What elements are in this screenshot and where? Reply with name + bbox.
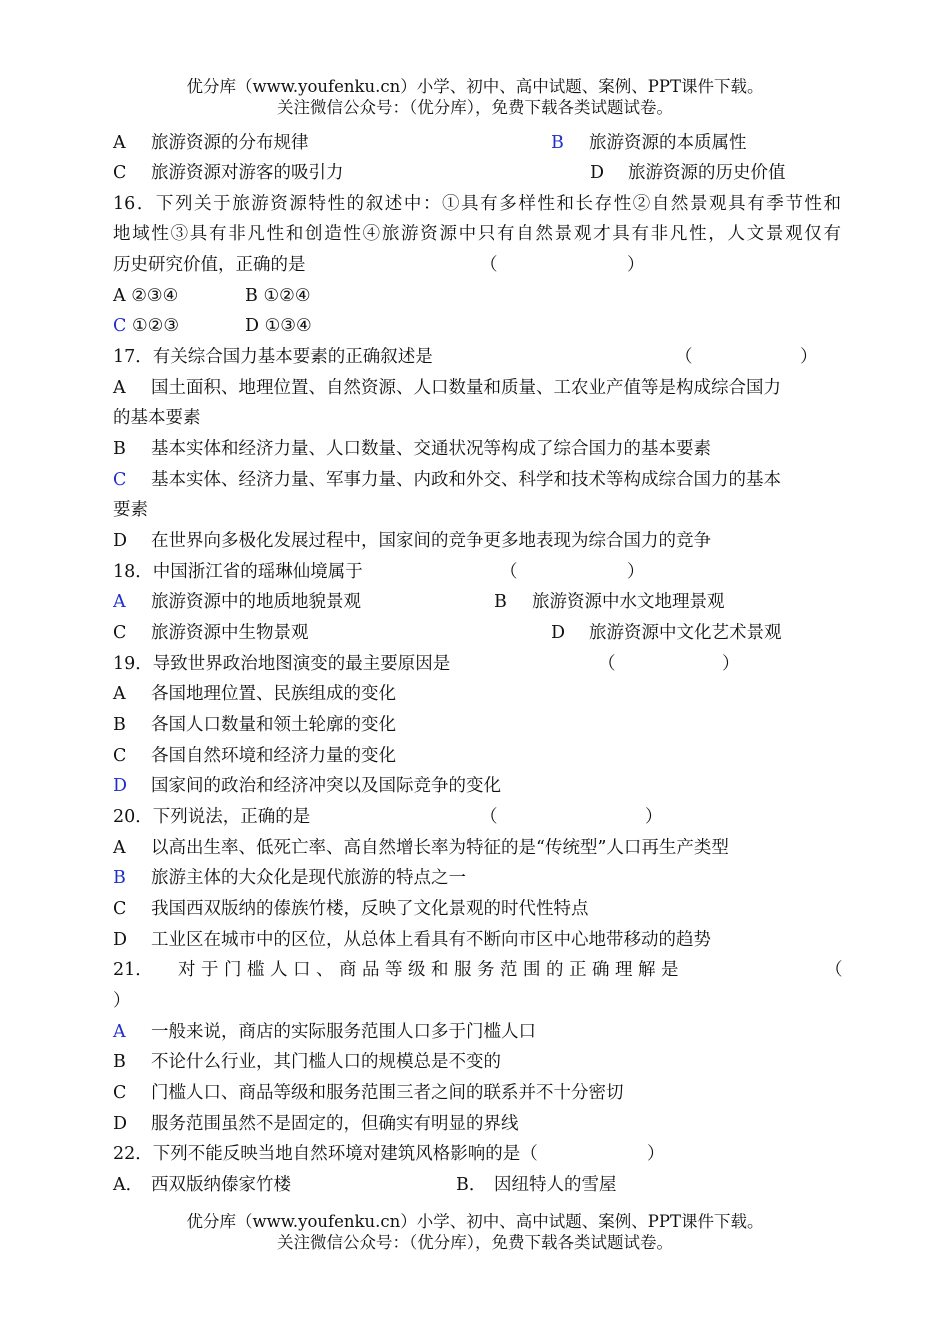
- q21-option-b: B 不论什么行业，其门槛人口的规模总是不变的: [113, 1052, 501, 1072]
- q20-option-a: A 以高出生率、低死亡率、高自然增长率为特征的是“传统型”人口再生产类型: [113, 838, 729, 858]
- answer-letter: A: [113, 1022, 126, 1042]
- q17-option-d: D 在世界向多极化发展过程中，国家间的竞争更多地表现为综合国力的竞争: [113, 531, 711, 551]
- answer-letter: C: [113, 470, 127, 490]
- q19-option-b: B 各国人口数量和领土轮廓的变化: [113, 715, 396, 735]
- q15-option-d: D 旅游资源的历史价值: [590, 163, 786, 183]
- answer-letter: B: [113, 868, 126, 888]
- q21-number: 21．: [113, 960, 153, 980]
- q16-stem-line-2: 地域性③具有非凡性和创造性④旅游资源中只有自然景观才具有非凡性，人文景观仅有: [113, 224, 841, 244]
- q21-option-a: A 一般来说，商店的实际服务范围人口多于门槛人口: [113, 1022, 536, 1042]
- q18-paren-close: ）: [627, 562, 645, 582]
- q16-paren-close: ）: [627, 255, 645, 275]
- q21-stem: 对于门槛人口、商品等级和服务范围的正确理解是: [178, 960, 684, 980]
- q17-stem: 17．有关综合国力基本要素的正确叙述是: [113, 347, 433, 367]
- q16-option-c: C ①②③: [113, 316, 180, 336]
- q18-option-a: A 旅游资源中的地质地貌景观: [113, 592, 361, 612]
- answer-letter: B: [551, 133, 564, 153]
- q18-stem: 18．中国浙江省的瑶琳仙境属于: [113, 562, 363, 582]
- q22-stem: 22．下列不能反映当地自然环境对建筑风格影响的是（: [113, 1144, 538, 1164]
- q22-option-a: A． 西双版纳傣家竹楼: [113, 1175, 291, 1195]
- q19-option-c: C 各国自然环境和经济力量的变化: [113, 746, 396, 766]
- q20-option-b: B 旅游主体的大众化是现代旅游的特点之一: [113, 868, 466, 888]
- q21-option-c: C 门槛人口、商品等级和服务范围三者之间的联系并不十分密切: [113, 1083, 624, 1103]
- q20-paren-close: ）: [645, 807, 663, 827]
- q16-option-d: D ①③④: [245, 316, 312, 336]
- footer-line-2: 关注微信公众号：（优分库），免费下载各类试题试卷。: [277, 1233, 673, 1252]
- footer-line-1: 优分库（www.youfenku.cn）小学、初中、高中试题、案例、PPT课件下载。: [186, 1212, 764, 1231]
- q17-option-c: C 基本实体、经济力量、军事力量、内政和外交、科学和技术等构成综合国力的基本: [113, 470, 781, 490]
- q21-option-d: D 服务范围虽然不是固定的，但确实有明显的界线: [113, 1114, 519, 1134]
- q18-option-b: B 旅游资源中水文地理景观: [494, 592, 725, 612]
- q16-option-b: B ①②④: [245, 286, 311, 306]
- answer-letter: D: [113, 776, 128, 796]
- q19-option-a: A 各国地理位置、民族组成的变化: [113, 684, 396, 704]
- q18-paren-open: （: [500, 562, 518, 582]
- q21-paren-open: （: [825, 960, 843, 980]
- q22-option-b: B． 因纽特人的雪屋: [456, 1175, 617, 1195]
- q17-paren-open: （: [675, 347, 693, 367]
- q17-option-b: B 基本实体和经济力量、人口数量、交通状况等构成了综合国力的基本要素: [113, 439, 711, 459]
- answer-letter: C: [113, 316, 127, 336]
- answer-letter: A: [113, 592, 126, 612]
- q17-option-a-cont: 的基本要素: [113, 408, 201, 428]
- q17-option-c-cont: 要素: [113, 500, 148, 520]
- q19-stem: 19．导致世界政治地图演变的最主要原因是: [113, 654, 451, 674]
- q18-option-c: C 旅游资源中生物景观: [113, 623, 309, 643]
- q19-option-d: D 国家间的政治和经济冲突以及国际竞争的变化: [113, 776, 501, 796]
- q16-stem-line-3: 历史研究价值，正确的是: [113, 255, 306, 275]
- q18-option-d: D 旅游资源中文化艺术景观: [551, 623, 782, 643]
- q19-paren-close: ）: [722, 654, 740, 674]
- q17-paren-close: ）: [800, 347, 818, 367]
- q20-stem: 20．下列说法，正确的是: [113, 807, 311, 827]
- header-line-2: 关注微信公众号：（优分库），免费下载各类试题试卷。: [277, 98, 673, 117]
- q16-option-a: A ②③④: [113, 286, 179, 306]
- q15-option-a: A 旅游资源的分布规律: [113, 133, 309, 153]
- q16-stem-line-1: 16．下列关于旅游资源特性的叙述中：①具有多样性和长存性②自然景观具有季节性和: [113, 194, 841, 214]
- q15-option-c: C 旅游资源对游客的吸引力: [113, 163, 344, 183]
- q20-paren-open: （: [480, 807, 498, 827]
- q21-paren-close: ）: [113, 991, 131, 1011]
- q16-paren-open: （: [480, 255, 498, 275]
- q20-option-d: D 工业区在城市中的区位，从总体上看具有不断向市区中心地带移动的趋势: [113, 930, 711, 950]
- q17-option-a: A 国土面积、地理位置、自然资源、人口数量和质量、工农业产值等是构成综合国力: [113, 378, 781, 398]
- q19-paren-open: （: [598, 654, 616, 674]
- header-line-1: 优分库（www.youfenku.cn）小学、初中、高中试题、案例、PPT课件下载。: [186, 77, 764, 96]
- q22-paren-close: ）: [647, 1144, 665, 1164]
- q20-option-c: C 我国西双版纳的傣族竹楼，反映了文化景观的时代性特点: [113, 899, 589, 919]
- q15-option-b: B 旅游资源的本质属性: [551, 133, 747, 153]
